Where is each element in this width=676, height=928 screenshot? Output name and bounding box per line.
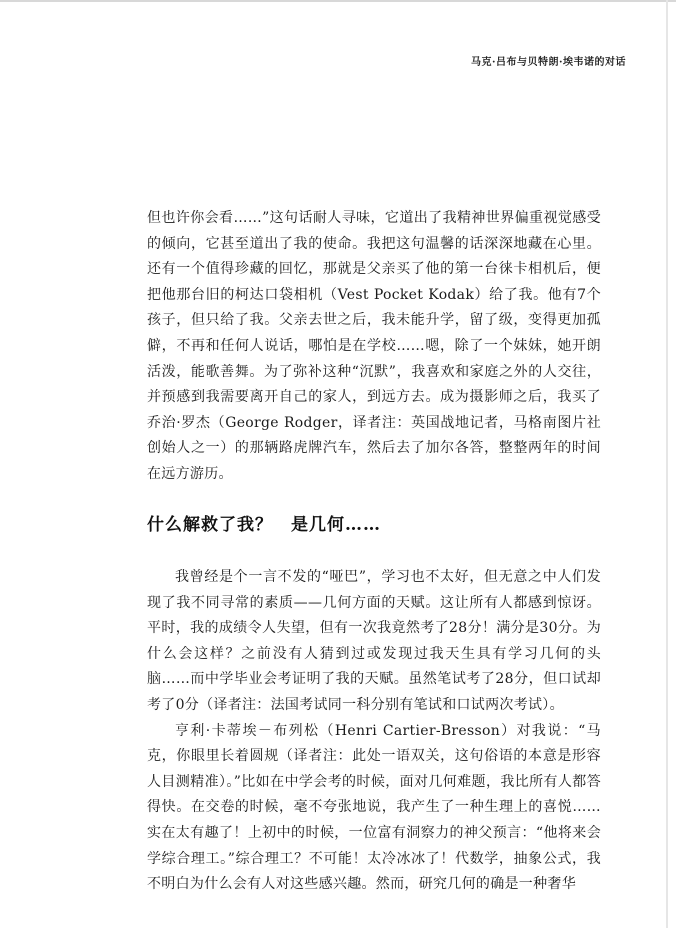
top-page-rule [0,0,676,2]
paragraph-cartier-bresson: 亨利·卡蒂埃－布列松（Henri Cartier-Bresson）对我说：“马克，你眼里长着圆规（译者注：此处一语双关，这句俗语的本意是形容人目测精准）。”比如在中学会考的时候，面对几何难题，我比所有人都答得快。在交卷的时候，毫不夸张地说，我产生了一种生理上的喜悦……实在太有趣了！上初中的时候，一位富有洞察力的神父预言：“他将来会学综合理工。”综合理工？不可能！太冷冰冰了！代数学，抽象公式，我不明白为什么会有人对这些感兴趣。然而，研究几何的确是一种奢华 [147,722,601,893]
intro-text-block [147,206,601,488]
page-edge-rule [666,0,668,928]
running-head: 马克·吕布与贝特朗·埃韦诺的对话 [471,57,626,68]
section-heading: 什么解救了我？ 是几何…… [147,515,381,535]
body-text-block [147,565,601,898]
paragraph-geometry-talent: 我曾经是个一言不发的“哑巴”，学习也不太好，但无意之中人们发现了我不同寻常的素质——几何方面的天赋。这让所有人都感到惊讶。平时，我的成绩令人失望，但有一次我竟然考了28分！满分是30分。为什么会这样？之前没有人猜到过或发现过我天生具有学习几何的头脑……而中学毕业会考证明了我的天赋。虽然笔试考了28分，但口试却考了0分（译者注：法国考试同一科分别有笔试和口试两次考试）。 [147,569,601,713]
intro-paragraph: 但也许你会看……”这句话耐人寻味，它道出了我精神世界偏重视觉感受的倾向，它甚至道出了我的使命。我把这句温馨的话深深地藏在心里。还有一个值得珍藏的回忆，那就是父亲买了他的第一台徕卡相机后，便把他那台旧的柯达口袋相机（Vest Pocket Kodak）给了我。他有7个孩子，但只给了我。父亲去世之后，我未能升学，留了级，变得更加孤僻，不再和任何人说话，哪怕是在学校……嗯，除了一个妹妹，她开朗活泼，能歌善舞。为了弥补这种“沉默”，我喜欢和家庭之外的人交往，并预感到我需要离开自己的家人，到远方去。成为摄影师之后，我买了乔治·罗杰（George Rodger，译者注：英国战地记者，马格南图片社创始人之一）的那辆路虎牌汽车，然后去了加尔各答，整整两年的时间在远方游历。 [147,210,601,482]
